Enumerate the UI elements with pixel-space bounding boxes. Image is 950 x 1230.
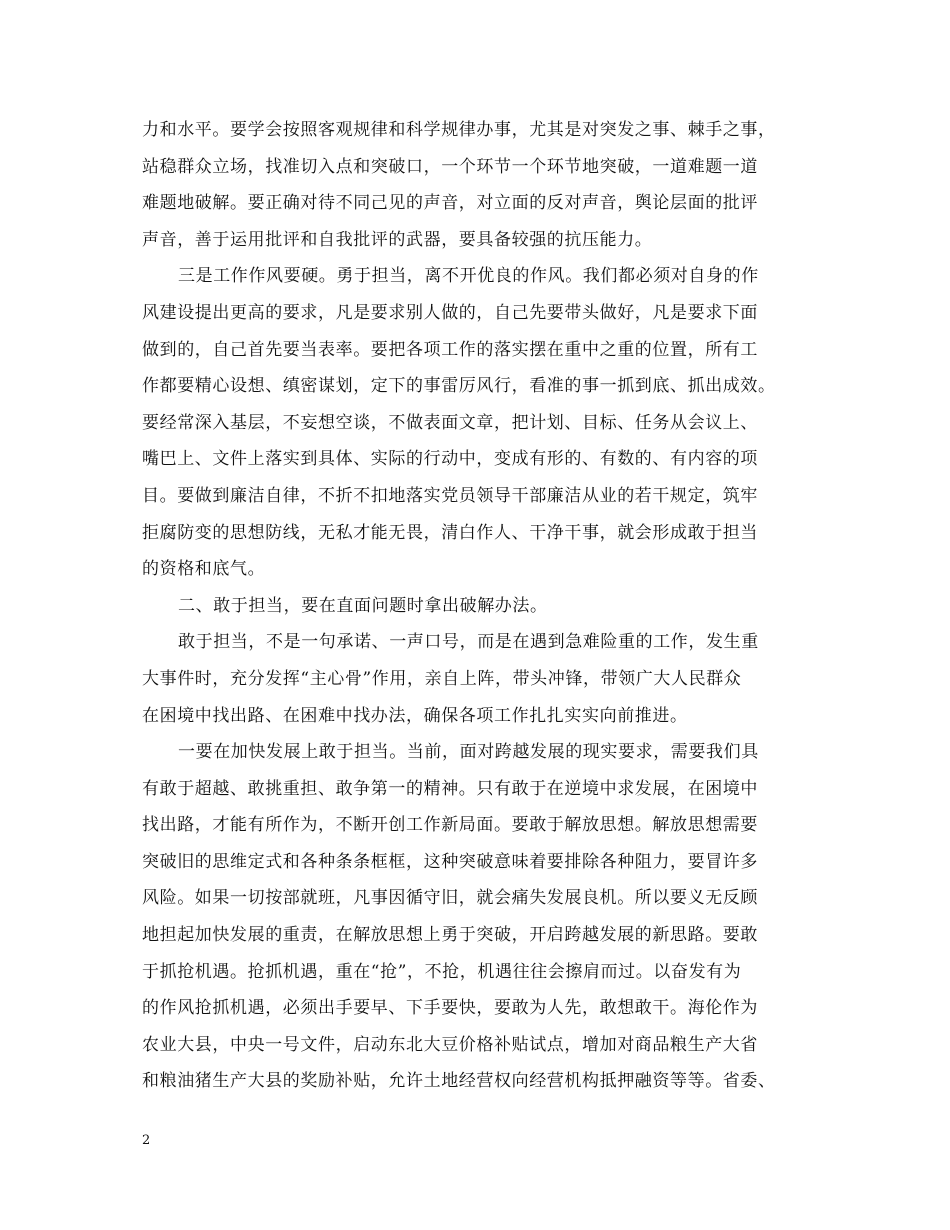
text-line: 有敢于超越、敢挑重担、敢争第一的精神。只有敢于在逆境中求发展，在困境中 [142, 778, 758, 799]
text-line: 和粮油猪生产大县的奖励补贴，允许土地经营权向经营机构抵押融资等等。省委、 [142, 1071, 776, 1092]
text-line: 一要在加快发展上敢于担当。当前，面对跨越发展的现实要求，需要我们具 [178, 742, 759, 763]
text-line: 的作风抢抓机遇，必须出手要早、下手要快，要敢为人先，敢想敢干。海伦作为 [142, 998, 758, 1019]
text-line: 风险。如果一切按部就班，凡事因循守旧，就会痛失发展良机。所以要义无反顾 [142, 888, 758, 909]
text-line: 找出路，才能有所作为，不断开创工作新局面。要敢于解放思想。解放思想需要 [142, 815, 758, 836]
text-line: 拒腐防变的思想防线，无私才能无畏，清白作人、干净干事，就会形成敢于担当 [142, 522, 758, 543]
text-line: 难题地破解。要正确对待不同己见的声音，对立面的反对声音，舆论层面的批评 [142, 193, 758, 214]
text-line: 声音，善于运用批评和自我批评的武器，要具备较强的抗压能力。 [142, 229, 653, 250]
text-line: 三是工作作风要硬。勇于担当，离不开优良的作风。我们都必须对自身的作 [178, 266, 759, 287]
text-line: 的资格和底气。 [142, 559, 266, 580]
text-line: 在困境中找出路、在困难中找办法，确保各项工作扎扎实实向前推进。 [142, 705, 688, 726]
text-line: 要经常深入基层，不妄想空谈，不做表面文章，把计划、目标、任务从会议上、 [142, 412, 758, 433]
text-line: 二、敢于担当，要在直面问题时拿出破解办法。 [178, 595, 548, 616]
text-line: 于抓抢机遇。抢抓机遇，重在“抢”，不抢，机遇往往会擦肩而过。以奋发有为 [142, 961, 742, 982]
text-line: 敢于担当，不是一句承诺、一声口号，而是在遇到急难险重的工作，发生重 [178, 632, 759, 653]
text-line: 站稳群众立场，找准切入点和突破口，一个环节一个环节地突破，一道难题一道 [142, 156, 758, 177]
text-line: 力和水平。要学会按照客观规律和科学规律办事，尤其是对突发之事、棘手之事， [142, 120, 776, 140]
text-line: 地担起加快发展的重责，在解放思想上勇于突破，开启跨越发展的新思路。要敢 [142, 925, 758, 946]
page-number: 2 [142, 1133, 151, 1148]
body-text [142, 112, 832, 1100]
text-line: 做到的，自己首先要当表率。要把各项工作的落实摆在重中之重的位置，所有工 [142, 339, 758, 360]
text-line: 突破旧的思维定式和各种条条框框，这种突破意味着要排除各种阻力，要冒许多 [142, 851, 758, 872]
text-line: 目。要做到廉洁自律，不折不扣地落实党员领导干部廉洁从业的若干规定，筑牢 [142, 485, 758, 506]
text-line: 农业大县，中央一号文件，启动东北大豆价格补贴试点，增加对商品粮生产大省 [142, 1034, 758, 1055]
text-line: 大事件时，充分发挥“主心骨”作用，亲自上阵，带头冲锋，带领广大人民群众 [142, 668, 742, 689]
text-line: 作都要精心设想、缜密谋划，定下的事雷厉风行，看准的事一抓到底、抓出成效。 [142, 376, 776, 397]
text-line: 嘴巴上、文件上落实到具体、实际的行动中，变成有形的、有数的、有内容的项 [142, 449, 758, 470]
text-line: 风建设提出更高的要求，凡是要求别人做的，自己先要带头做好，凡是要求下面 [142, 302, 758, 323]
